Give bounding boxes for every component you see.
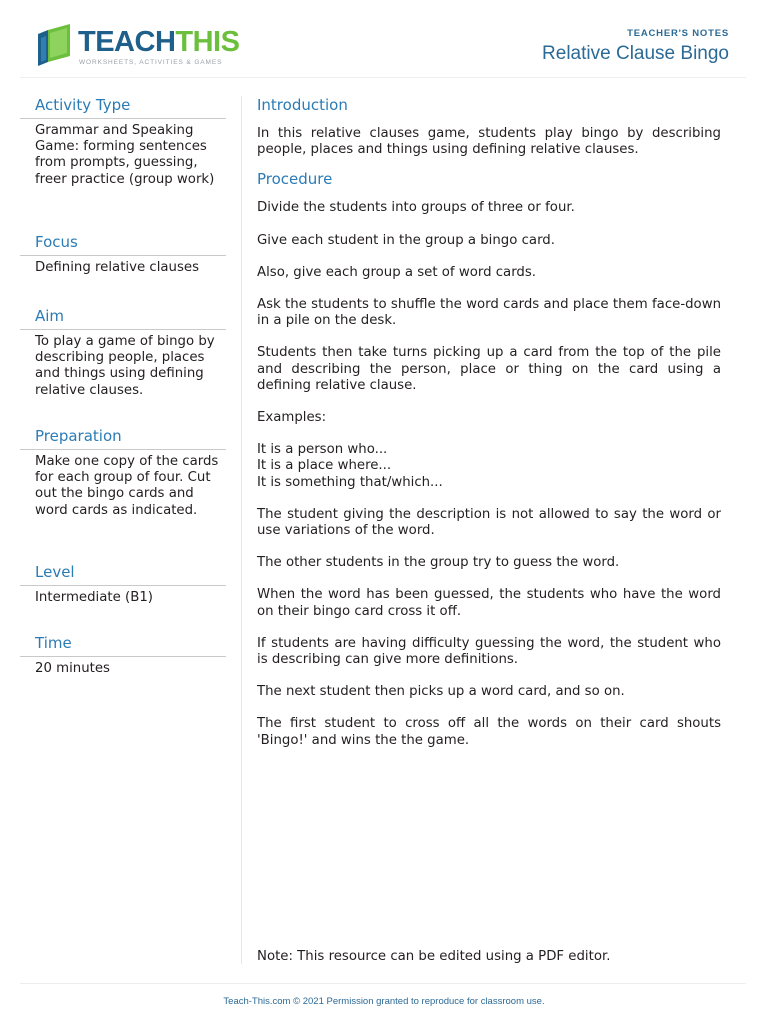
focus-heading: Focus — [20, 231, 226, 256]
editing-note: Note: This resource can be edited using a PDF editor. — [257, 949, 611, 964]
level-heading: Level — [20, 561, 226, 586]
procedure-step: The other students in the group try to guess the word. — [257, 555, 620, 571]
procedure-step: Divide the students into groups of three or four. — [257, 200, 575, 216]
introduction-text: In this relative clauses game, students play bingo by describing people, places and things using defining relative clauses. — [257, 126, 721, 158]
activity-type-section — [20, 94, 226, 231]
example-item: It is a person who... — [257, 442, 388, 458]
preparation-text: Make one copy of the cards for each group of four. Cut out the bingo cards and word cards as indicated. — [35, 454, 219, 518]
teach-this-logo[interactable] — [36, 22, 240, 70]
footer-copyright[interactable]: Teach-This.com © 2021 Permission granted to reproduce for classroom use. — [223, 996, 545, 1007]
level-text: Intermediate (B1) — [35, 590, 153, 605]
procedure-step: Ask the students to shuffle the word cards and place them face-down in a pile on the desk. — [257, 297, 721, 329]
procedure-step: The first student to cross off all the words on their card shouts 'Bingo!' and wins the the game. — [257, 716, 721, 748]
logo-wordmark: TEACHTHIS — [78, 26, 240, 58]
activity-type-text: Grammar and Speaking Game: forming sentences from prompts, guessing, freer practice (group work) — [35, 123, 215, 187]
logo-tagline: WORKSHEETS, ACTIVITIES & GAMES — [79, 59, 223, 66]
level-section — [20, 561, 226, 632]
page-header — [20, 18, 746, 78]
procedure-step: Also, give each group a set of word cards. — [257, 264, 537, 280]
preparation-heading: Preparation — [20, 425, 226, 450]
procedure-step: When the word has been guessed, the students who have the word on their bingo card cross it off. — [257, 587, 721, 619]
introduction-heading: Introduction — [257, 96, 348, 114]
sidebar — [20, 94, 226, 677]
procedure-step: The student giving the description is not allowed to say the word or use variations of the word. — [257, 506, 721, 539]
examples-label: Examples: — [257, 410, 327, 426]
column-divider — [241, 96, 242, 964]
procedure-step: The next student then picks up a word card, and so on. — [257, 684, 625, 700]
teachers-notes-label: TEACHER'S NOTES — [627, 28, 729, 39]
aim-section — [20, 305, 226, 425]
focus-text: Defining relative clauses — [35, 260, 200, 275]
procedure-step: If students are having difficulty guessing the word, the student who is describing can give more definitions. — [257, 635, 721, 668]
procedure-step: Students then take turns picking up a card from the top of the pile and describing the person, place or thing on the card using a defining relative clause. — [257, 345, 721, 393]
main-content — [257, 94, 721, 749]
procedure-heading: Procedure — [257, 170, 333, 189]
open-book-icon — [36, 24, 74, 66]
footer-divider — [20, 983, 746, 984]
aim-heading: Aim — [20, 305, 226, 330]
time-heading: Time — [20, 632, 226, 657]
focus-section — [20, 231, 226, 305]
document-title: Relative Clause Bingo — [542, 43, 729, 64]
time-section — [20, 632, 226, 677]
activity-type-heading: Activity Type — [20, 94, 226, 119]
preparation-section — [20, 425, 226, 561]
time-text: 20 minutes — [35, 661, 110, 676]
example-item: It is something that/which... — [257, 474, 443, 490]
aim-text: To play a game of bingo by describing people, places and things using defining relative clauses. — [35, 334, 215, 398]
example-item: It is a place where... — [257, 458, 392, 474]
procedure-step: Give each student in the group a bingo card. — [257, 232, 555, 248]
